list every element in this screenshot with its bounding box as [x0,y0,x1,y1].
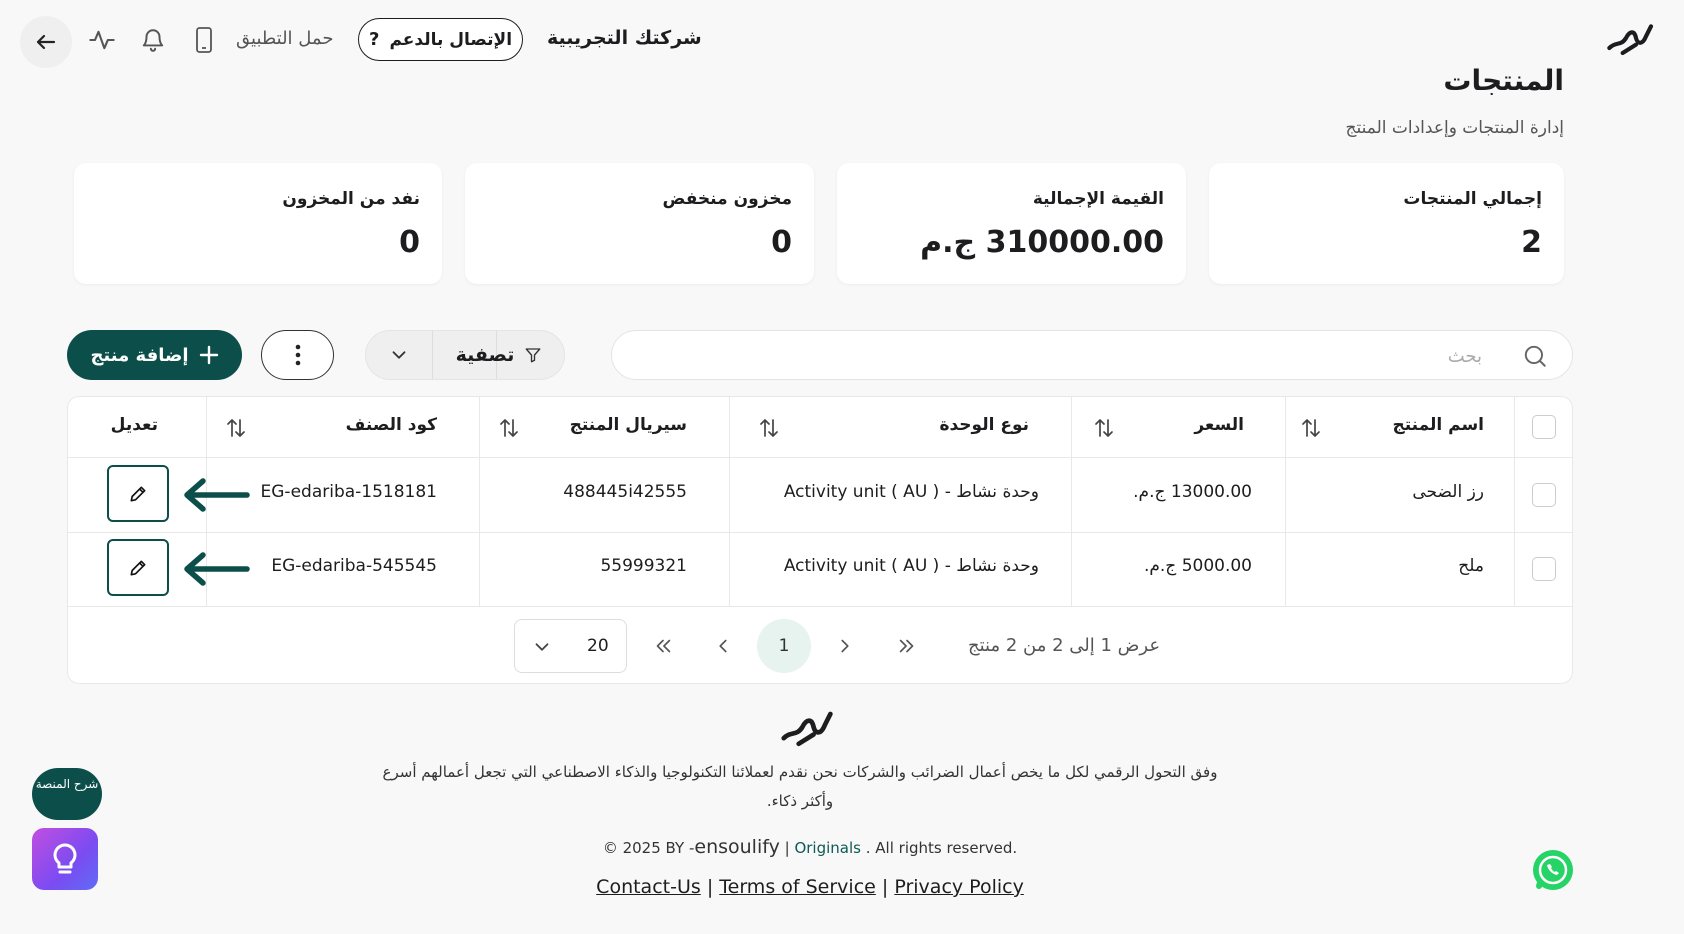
header-edit: تعديل [110,415,158,435]
tips-button[interactable] [32,828,98,890]
stat-card-total-value [837,163,1186,284]
chevron-down-icon [388,344,410,366]
back-button[interactable] [20,16,72,68]
footer-description: وفق التحول الرقمي لكل ما يخص أعمال الضرائب والشركات نحن نقدم لعملائنا التكنولوجيا والذكاء الاصطناعي التي تجعل أعمالهم أسرع وأكثر ذكاء. [382,763,1218,810]
chevron-right-icon [834,635,856,657]
row-checkbox[interactable] [1532,483,1556,507]
filter-icon [524,346,542,364]
stat-card-out-of-stock [74,163,442,284]
activity-icon [88,26,116,54]
prev-page-button[interactable] [696,619,750,673]
chevron-down-icon [531,636,553,658]
sort-icon[interactable] [758,417,780,439]
stat-label: نفد من المخزون [282,189,420,209]
sort-icon[interactable] [1300,417,1322,439]
edit-button[interactable] [107,539,169,596]
stat-value: 0 [771,225,792,260]
select-all-checkbox[interactable] [1532,415,1556,439]
plus-icon [199,345,219,365]
page-1-button[interactable]: 1 [757,619,811,673]
notifications-button[interactable] [137,24,169,56]
column-divider [729,397,730,607]
stat-label: القيمة الإجمالية [1032,189,1164,209]
row-divider [68,457,1572,458]
search-icon [1522,343,1548,369]
add-product-label: إضافة منتج [90,344,189,366]
lightbulb-icon [50,842,80,876]
stat-value: 0 [399,225,420,260]
cell-unit-type: وحدة نشاط - Activity unit ( AU ) [783,482,1039,502]
mobile-app-button[interactable] [188,24,220,56]
add-product-button[interactable] [67,330,242,380]
page-title: المنتجات [1443,64,1564,97]
products-table [67,396,1573,684]
last-page-button[interactable] [880,619,934,673]
terms-of-service-link[interactable]: Terms of Service [719,876,876,898]
cell-product-name: رز الضحى [1412,482,1484,502]
pagination-info: عرض 1 إلى 2 من 2 منتج [968,635,1161,656]
stat-card-low-stock [465,163,814,284]
page-size-value: 20 [587,636,609,656]
row-divider [68,606,1572,607]
footer-originals[interactable]: Originals [794,839,861,857]
footer-rights: . All rights reserved. [865,839,1018,857]
search-input[interactable] [682,341,1482,371]
whatsapp-icon[interactable] [1529,846,1577,894]
cell-product-name: ملح [1458,556,1484,576]
support-label: الإتصال بالدعم [389,29,513,50]
first-page-button[interactable] [636,619,690,673]
stat-value: 310000.00 ج.م [920,225,1164,260]
pencil-icon [128,558,148,578]
double-chevron-right-icon [896,635,918,657]
row-divider [68,532,1572,533]
header-serial[interactable]: سيريال المنتج [569,415,687,435]
stat-label: مخزون منخفض [662,189,792,209]
top-bar [0,0,1684,80]
stat-card-total-products [1209,163,1564,284]
platform-guide-button[interactable]: شرح المنصة [32,768,102,820]
sort-icon[interactable] [225,417,247,439]
search-box[interactable] [611,330,1573,380]
chevron-left-icon [712,635,734,657]
filter-dropdown-toggle[interactable] [366,331,432,379]
column-divider [1285,397,1286,607]
support-button[interactable] [358,18,523,61]
cell-price: 5000.00 ج.م. [1143,556,1252,576]
footer-copyright: © 2025 BY -ensoulify | Originals . All rights reserved. [602,836,1018,858]
left-arrow-icon [181,551,251,587]
left-arrow-icon [181,477,251,513]
stat-value: 2 [1521,225,1542,260]
bell-icon [140,27,166,53]
header-item-code[interactable]: كود الصنف [345,415,437,435]
footer-brand: ensoulify [694,836,780,858]
activity-button[interactable] [86,24,118,56]
cell-price: 13000.00 ج.م. [1133,482,1252,502]
phone-icon [192,26,216,54]
question-icon: ? [368,29,380,50]
copyright-prefix: © 2025 BY [602,839,685,857]
double-chevron-left-icon [652,635,674,657]
column-divider [1514,397,1515,607]
column-divider [479,397,480,607]
filter-label: تصفية [455,344,515,366]
filter-group [365,330,565,380]
cell-unit-type: وحدة نشاط - Activity unit ( AU ) [783,556,1039,576]
header-unit-type[interactable]: نوع الوحدة [939,415,1029,435]
company-name[interactable]: شركتك التجريبية [547,27,702,49]
download-app-link[interactable]: حمل التطبيق [236,28,334,49]
cell-item-code: EG-edariba-1518181 [260,482,437,502]
column-divider [1071,397,1072,607]
footer-logo [780,705,836,749]
back-arrow-icon [34,30,58,54]
edit-button[interactable] [107,465,169,522]
page-subtitle: إدارة المنتجات وإعدادات المنتج [1345,118,1564,138]
logo [1606,18,1656,58]
header-price[interactable]: السعر [1194,415,1244,435]
vertical-dots-icon [295,343,301,367]
row-checkbox[interactable] [1532,557,1556,581]
sort-icon[interactable] [498,417,520,439]
pencil-icon [128,484,148,504]
more-options-button[interactable] [261,330,334,380]
next-page-button[interactable] [818,619,872,673]
header-product-name[interactable]: اسم المنتج [1392,415,1484,435]
contact-us-link[interactable]: Contact-Us [596,876,701,898]
stat-label: إجمالي المنتجات [1403,189,1542,209]
footer-links: Contact-Us | Terms of Service | Privacy Policy [596,876,1024,898]
cell-serial: 488445i42555 [563,482,687,502]
filter-button[interactable] [432,331,565,379]
sort-icon[interactable] [1093,417,1115,439]
cell-item-code: EG-edariba-545545 [271,556,437,576]
privacy-policy-link[interactable]: Privacy Policy [894,876,1024,898]
cell-serial: 55999321 [600,556,687,576]
page-size-select[interactable] [514,619,627,673]
